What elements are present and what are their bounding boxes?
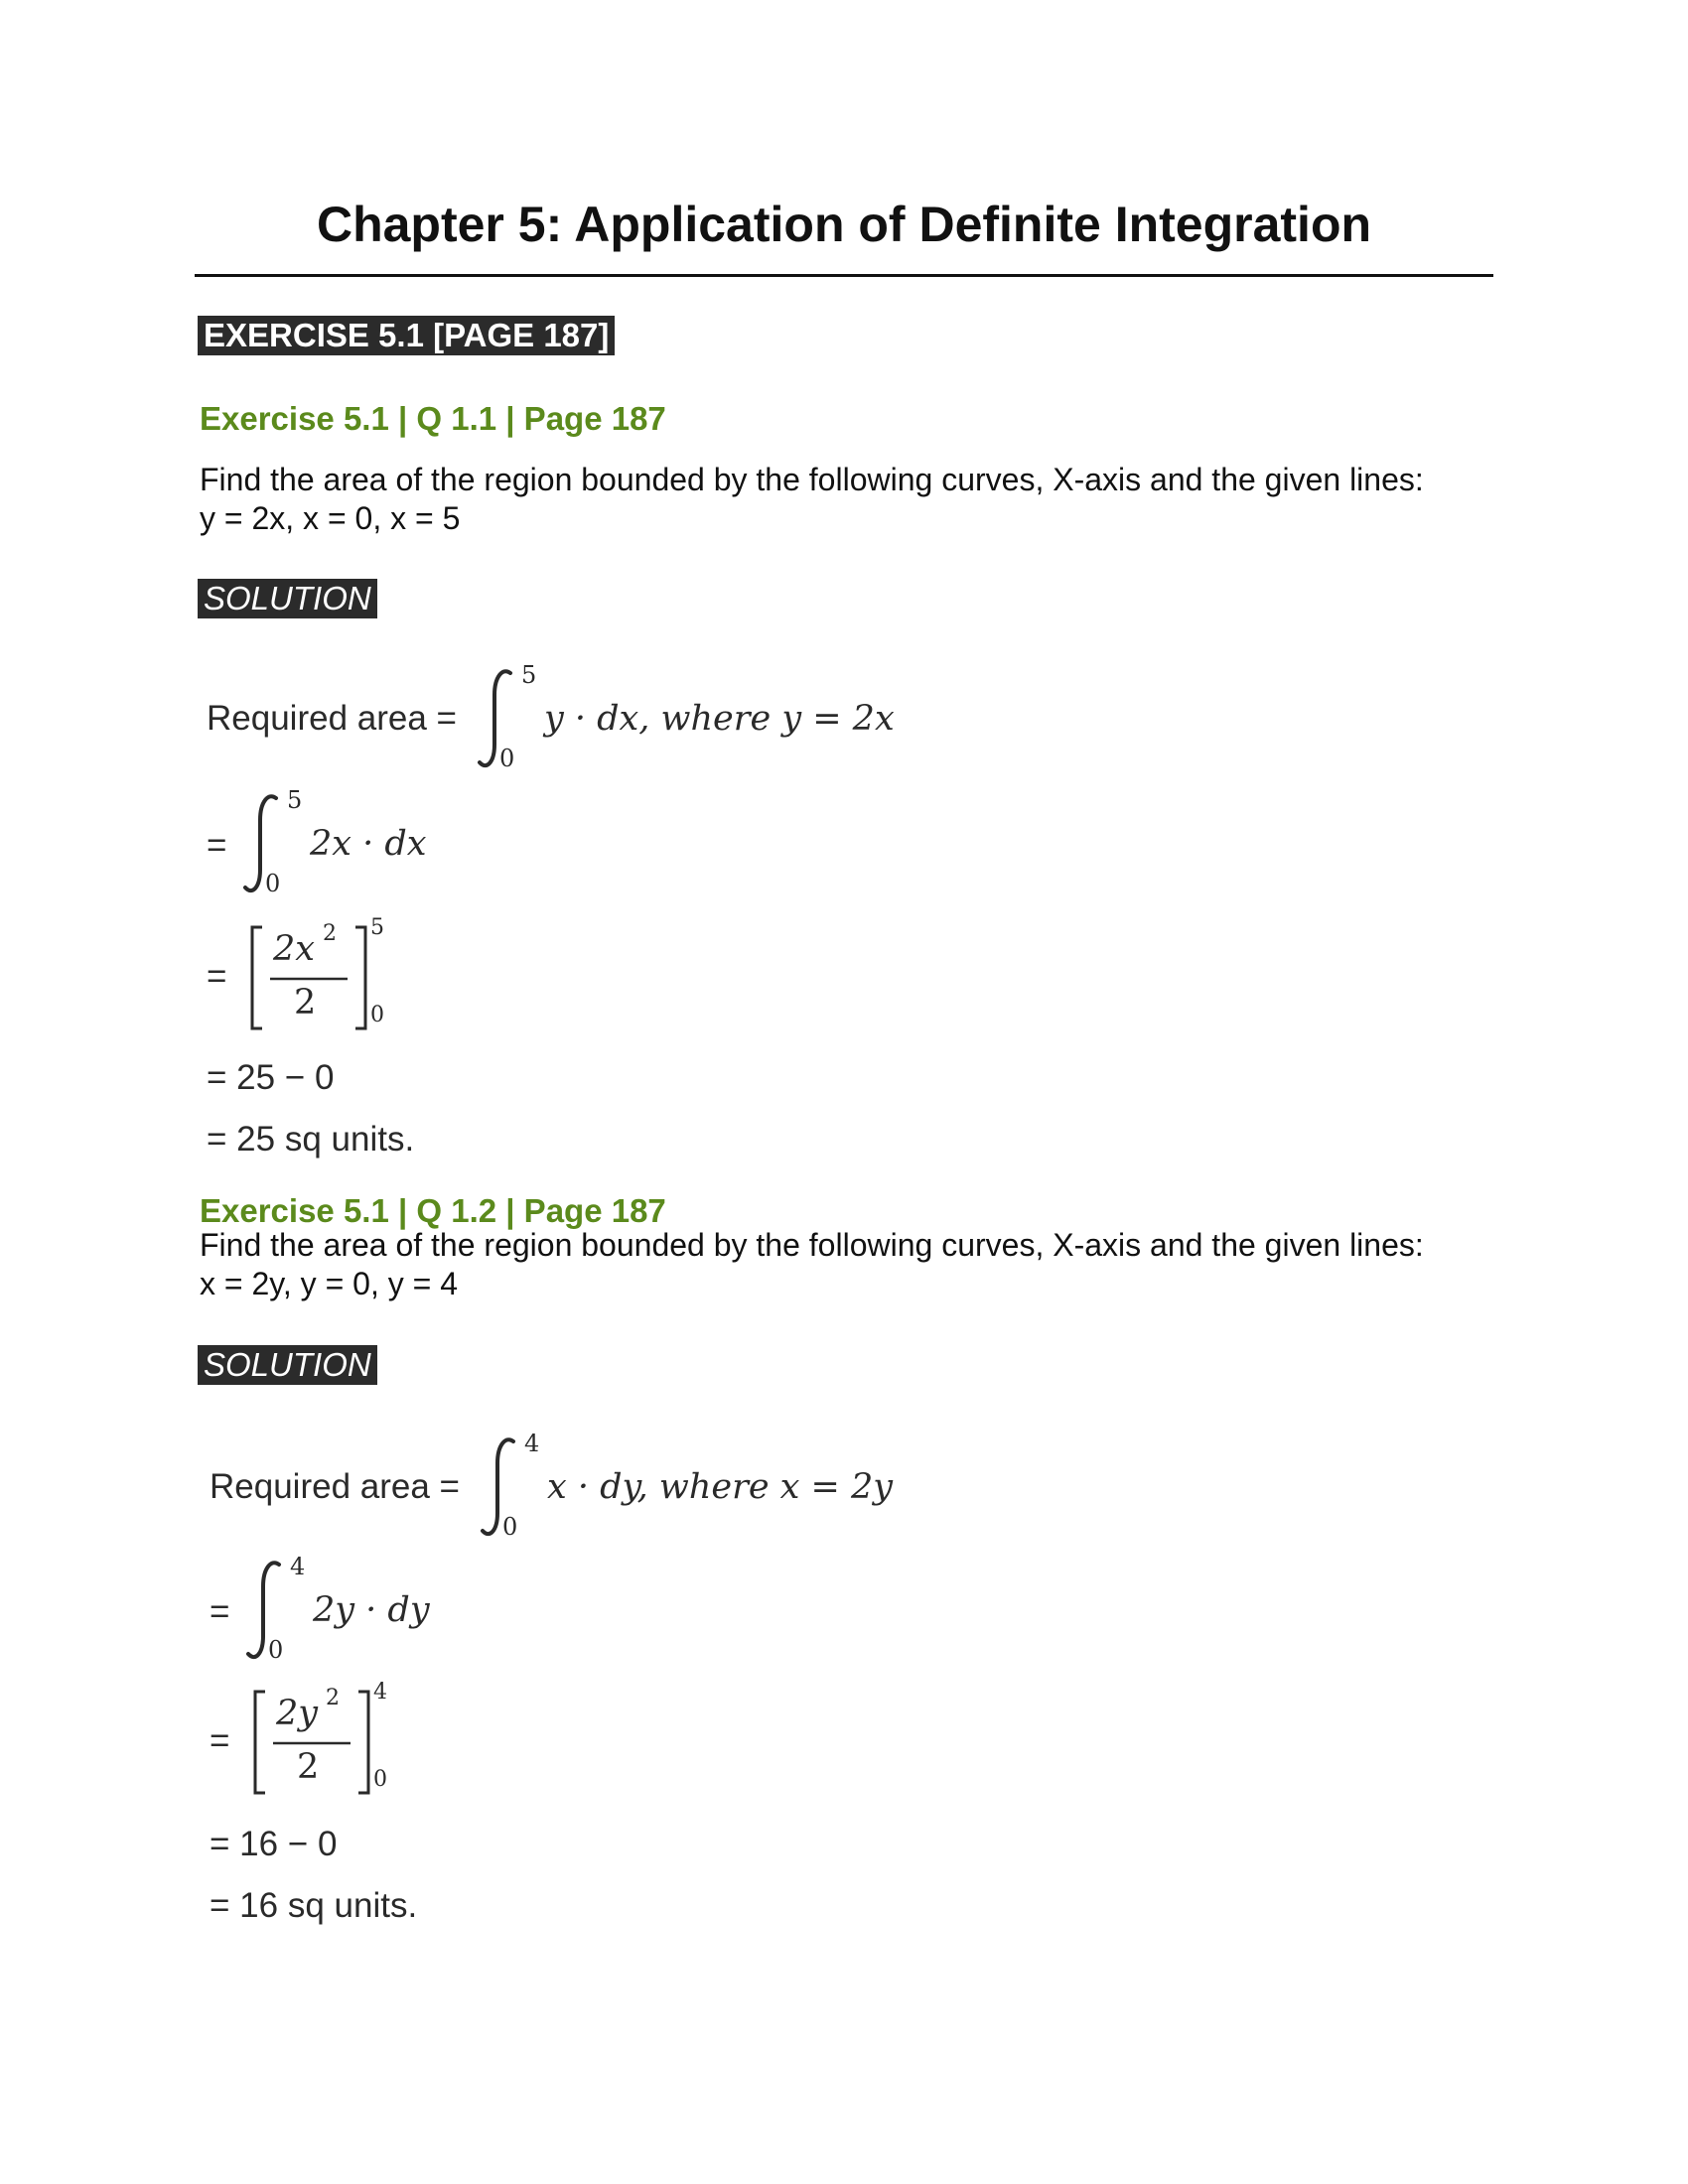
step4-1-2: = 16 − 0 [210, 1825, 338, 1863]
fraction-denominator-1-2: 2 [297, 1747, 320, 1787]
lower-limit-1-2-b: 0 [268, 1636, 284, 1664]
lower-limit-1-1-a: 0 [499, 745, 515, 772]
fraction-exponent-1-2: 2 [326, 1686, 340, 1710]
equals-1-2-c: = [210, 1721, 230, 1760]
question-text-1-2-line1: Find the area of the region bounded by the following curves, X-axis and the given lines: [200, 1227, 1424, 1263]
equals-1-1-b: = [207, 826, 227, 865]
step4-1-1: = 25 − 0 [207, 1058, 335, 1097]
exercise-label: EXERCISE 5.1 [PAGE 187] [198, 316, 615, 355]
upper-limit-1-1-c: 5 [370, 915, 384, 940]
question-text-1-1-line1: Find the area of the region bounded by the following curves, X-axis and the given lines: [200, 462, 1424, 497]
fraction-exponent-1-1: 2 [323, 921, 337, 946]
lower-limit-1-1-c: 0 [370, 1003, 384, 1027]
upper-limit-1-1-a: 5 [521, 661, 537, 689]
fraction-numerator-1-2: 2y [276, 1694, 319, 1733]
lower-limit-1-1-b: 0 [265, 870, 281, 897]
equals-1-2-b: = [210, 1592, 230, 1631]
fraction-denominator-1-1: 2 [294, 983, 317, 1023]
upper-limit-1-1-b: 5 [287, 786, 303, 814]
required-area-text-1-2: Required area = [210, 1467, 460, 1506]
question-heading-1-2: Exercise 5.1 | Q 1.2 | Page 187 [200, 1192, 666, 1229]
upper-limit-1-2-c: 4 [373, 1680, 387, 1705]
lower-limit-1-2-c: 0 [373, 1767, 387, 1792]
integrand-1-2-b: 2y · dy [313, 1590, 430, 1630]
upper-limit-1-2-a: 4 [524, 1430, 540, 1457]
page-title: Chapter 5: Application of Definite Integration [316, 197, 1372, 252]
step5-1-2: = 16 sq units. [210, 1886, 418, 1925]
fraction-numerator-1-1: 2x [273, 929, 316, 969]
equals-1-1-c: = [207, 957, 227, 996]
upper-limit-1-2-b: 4 [290, 1553, 306, 1580]
integrand-1-1-b: 2x · dx [310, 824, 427, 864]
title-underline [195, 274, 1493, 277]
step5-1-1: = 25 sq units. [207, 1120, 415, 1159]
integrand-1-2-a: x · dy, where x = 2y [547, 1467, 894, 1507]
question-text-1-1-line2: y = 2x, x = 0, x = 5 [200, 500, 461, 536]
lower-limit-1-2-a: 0 [502, 1513, 518, 1541]
question-heading-1-1: Exercise 5.1 | Q 1.1 | Page 187 [200, 400, 666, 437]
integrand-1-1-a: y · dx, where y = 2x [544, 699, 895, 739]
solution-label-1-1: SOLUTION [198, 579, 377, 618]
required-area-text-1-1: Required area = [207, 699, 457, 738]
solution-label-1-2: SOLUTION [198, 1345, 377, 1385]
question-text-1-2-line2: x = 2y, y = 0, y = 4 [200, 1266, 458, 1301]
